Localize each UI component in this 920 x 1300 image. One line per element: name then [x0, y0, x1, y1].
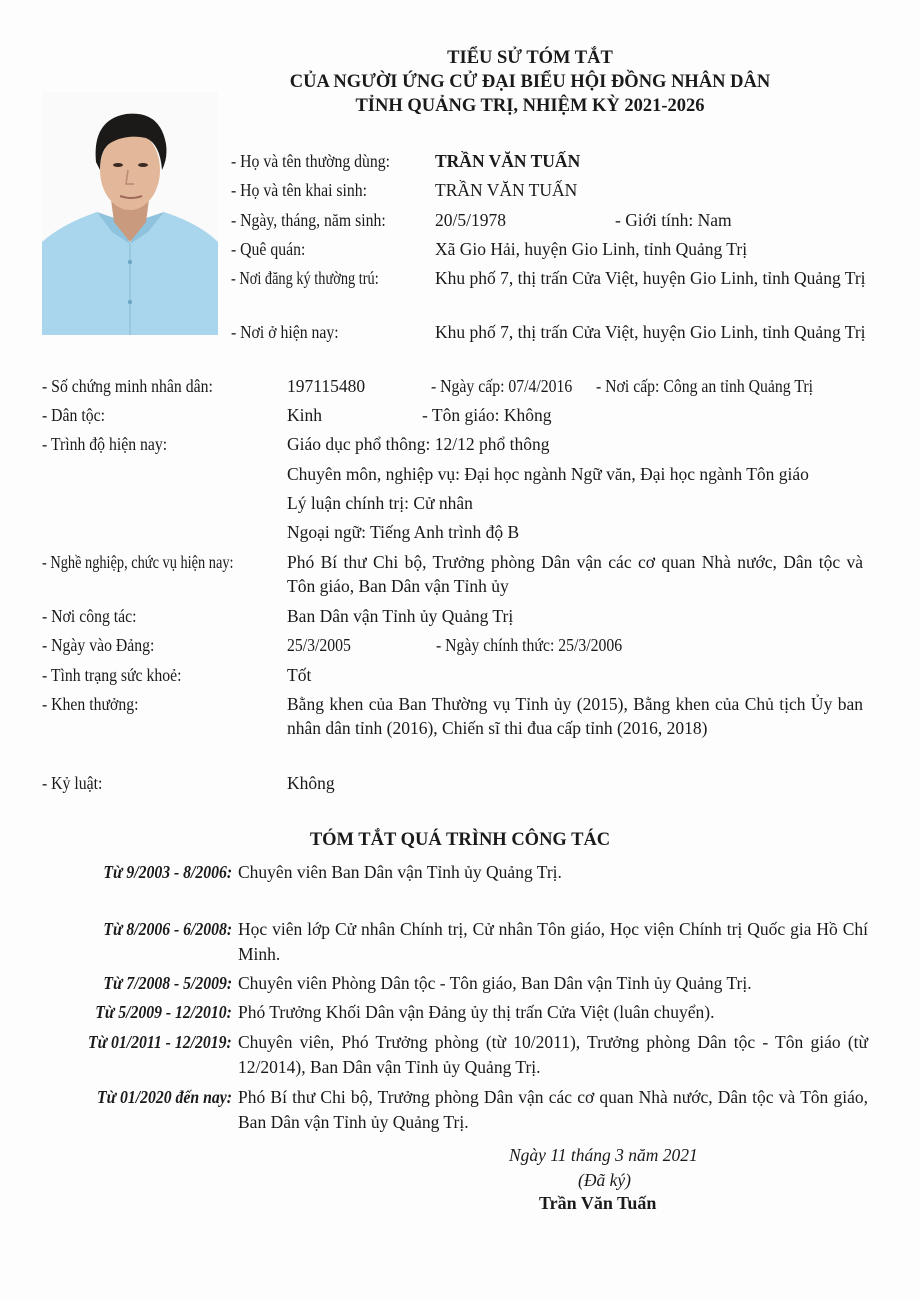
value-permanent-address: Khu phố 7, thị trấn Cửa Việt, huyện Gio Linh, tỉnh Quảng Trị	[435, 268, 866, 288]
value-occupation: Phó Bí thư Chi bộ, Trưởng phòng Dân vận các cơ quan Nhà nước, Dân tộc và Tôn giáo, Ban Dân vận Tỉnh ủy	[287, 552, 863, 596]
value-health: Tốt	[287, 665, 312, 685]
candidate-photo	[42, 92, 218, 335]
value-common-name: TRẦN VĂN TUẤN	[435, 151, 581, 171]
document-subtitle: CỦA NGƯỜI ỨNG CỬ ĐẠI BIỂU HỘI ĐỒNG NHÂN DÂN	[289, 72, 771, 92]
label-birth-name: - Họ và tên khai sinh:	[231, 180, 368, 200]
label-education: - Trình độ hiện nay:	[42, 434, 168, 454]
label-occupation: - Nghề nghiệp, chức vụ hiện nay:	[42, 552, 234, 572]
career-period: Từ 01/2020 đến nay:	[97, 1087, 232, 1107]
value-ethnicity: Kinh	[287, 405, 322, 425]
career-period: Từ 01/2011 - 12/2019:	[88, 1032, 232, 1052]
signature-status: (Đã ký)	[578, 1170, 631, 1190]
signature-name: Trần Văn Tuấn	[539, 1193, 657, 1213]
value-party-official: - Ngày chính thức: 25/3/2006	[436, 635, 623, 655]
document-title: TIỂU SỬ TÓM TẮT	[447, 48, 613, 68]
value-education-political: Lý luận chính trị: Cử nhân	[287, 493, 473, 513]
label-current-address: - Nơi ở hiện nay:	[231, 322, 339, 342]
value-gender: - Giới tính: Nam	[615, 210, 732, 230]
value-id-issue-date: - Ngày cấp: 07/4/2016	[431, 376, 573, 396]
portrait-image	[42, 92, 218, 335]
career-period: Từ 9/2003 - 8/2006:	[103, 862, 232, 882]
label-awards: - Khen thưởng:	[42, 694, 139, 714]
value-id-number: 197115480	[287, 376, 366, 396]
career-description: Chuyên viên, Phó Trưởng phòng (từ 10/2011), Trưởng phòng Dân tộc - Tôn giáo (từ 12/2014), Ban Dân vận Tỉnh ủy Quảng Trị.	[238, 1032, 868, 1077]
label-permanent-address: - Nơi đăng ký thường trú:	[231, 268, 379, 288]
value-awards: Bằng khen của Ban Thường vụ Tỉnh ủy (2015), Bằng khen của Chủ tịch Ủy ban nhân dân tỉnh (2016), Chiến sĩ thi đua cấp tỉnh (2016, 2018)	[287, 694, 863, 738]
career-description: Chuyên viên Ban Dân vận Tỉnh ủy Quảng Trị.	[238, 862, 562, 882]
career-description: Chuyên viên Phòng Dân tộc - Tôn giáo, Ban Dân vận Tỉnh ủy Quảng Trị.	[238, 973, 752, 993]
value-education-language: Ngoại ngữ: Tiếng Anh trình độ B	[287, 522, 520, 542]
label-common-name: - Họ và tên thường dùng:	[231, 151, 391, 171]
value-dob: 20/5/1978	[435, 210, 506, 230]
label-health: - Tình trạng sức khoẻ:	[42, 665, 182, 685]
value-hometown: Xã Gio Hải, huyện Gio Linh, tỉnh Quảng Trị	[435, 239, 748, 259]
value-education-specialty: Chuyên môn, nghiệp vụ: Đại học ngành Ngữ văn, Đại học ngành Tôn giáo	[287, 464, 809, 484]
label-hometown: - Quê quán:	[231, 239, 306, 259]
career-description: Học viên lớp Cử nhân Chính trị, Cử nhân Tôn giáo, Học viện Chính trị Quốc gia Hồ Chí Minh.	[238, 919, 868, 964]
label-party-date: - Ngày vào Đảng:	[42, 635, 155, 655]
value-discipline: Không	[287, 773, 335, 793]
label-ethnicity: - Dân tộc:	[42, 405, 105, 425]
value-workplace: Ban Dân vận Tỉnh ủy Quảng Trị	[287, 606, 514, 626]
career-description: Phó Bí thư Chi bộ, Trưởng phòng Dân vận các cơ quan Nhà nước, Dân tộc và Tôn giáo, Ban Dân vận Tỉnh ủy Quảng Trị.	[238, 1087, 868, 1132]
label-workplace: - Nơi công tác:	[42, 606, 137, 626]
career-period: Từ 8/2006 - 6/2008:	[103, 919, 232, 939]
label-dob: - Ngày, tháng, năm sinh:	[231, 210, 386, 230]
value-birth-name: TRẦN VĂN TUẤN	[435, 180, 578, 200]
value-party-date: 25/3/2005	[287, 635, 351, 655]
document-subtitle-term: TỈNH QUẢNG TRỊ, NHIỆM KỲ 2021-2026	[355, 96, 705, 116]
signature-date: Ngày 11 tháng 3 năm 2021	[509, 1145, 698, 1165]
label-discipline: - Kỷ luật:	[42, 773, 103, 793]
career-period: Từ 5/2009 - 12/2010:	[95, 1002, 232, 1022]
value-id-issue-place: - Nơi cấp: Công an tỉnh Quảng Trị	[596, 376, 814, 396]
label-id-card: - Số chứng minh nhân dân:	[42, 376, 213, 396]
value-current-address: Khu phố 7, thị trấn Cửa Việt, huyện Gio Linh, tỉnh Quảng Trị	[435, 322, 866, 342]
career-description: Phó Trưởng Khối Dân vận Đảng ủy thị trấn Cửa Việt (luân chuyển).	[238, 1002, 715, 1022]
value-education-general: Giáo dục phổ thông: 12/12 phổ thông	[287, 434, 550, 454]
career-section-title: TÓM TẮT QUÁ TRÌNH CÔNG TÁC	[309, 830, 611, 850]
value-religion: - Tôn giáo: Không	[422, 405, 552, 425]
career-period: Từ 7/2008 - 5/2009:	[103, 973, 232, 993]
